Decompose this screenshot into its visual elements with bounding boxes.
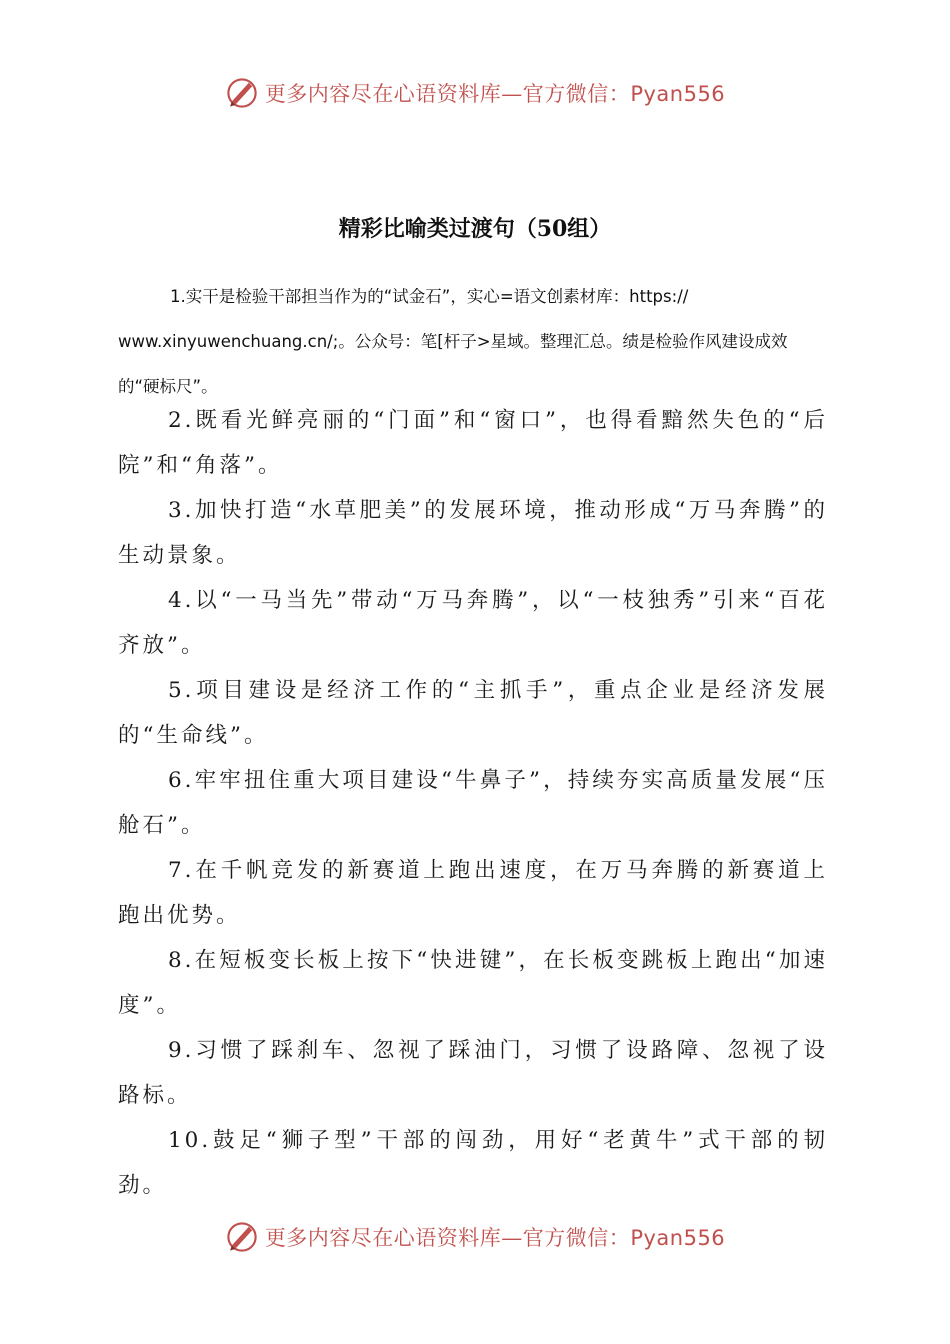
list-item: 5.项目建设是经济工作的“主抓手”，重点企业是经济发展的“生命线”。 — [118, 678, 828, 748]
list-item: 8.在短板变长板上按下“快进键”，在长板变跳板上跑出“加速度”。 — [118, 948, 828, 1018]
list-item-1: 1.实干是检验干部担当作为的“试金石”，实心=语文创素材库：https:// www.xinyuwenchuang.cn/;。公众号：笔[杆子>星域。整理汇总。绩是检验作风建设成效的“硬标尺”。 — [118, 287, 788, 396]
list-item: 6.牢牢扭住重大项目建设“牛鼻子”，持续夯实高质量发展“压舱石”。 — [118, 768, 828, 838]
header-banner — [0, 68, 950, 118]
list-item: 7.在千帆竞发的新赛道上跑出速度，在万马奔腾的新赛道上跑出优势。 — [118, 858, 828, 928]
pen-logo-icon — [225, 76, 259, 110]
list-item: 4.以“一马当先”带动“万马奔腾”，以“一枝独秀”引来“百花齐放”。 — [118, 588, 828, 658]
wechat-id: Pyan556 — [630, 82, 726, 106]
footer-banner-text: 更多内容尽在心语资料库—官方微信：Pyan556 — [264, 1226, 726, 1250]
wechat-id: Pyan556 — [630, 1226, 726, 1250]
list-item: 10.鼓足“狮子型”干部的闯劲，用好“老黄牛”式干部的韧劲。 — [118, 1128, 828, 1198]
footer-banner — [0, 1212, 950, 1262]
header-banner-text: 更多内容尽在心语资料库—官方微信：Pyan556 — [264, 82, 726, 106]
list-item: 3.加快打造“水草肥美”的发展环境，推动形成“万马奔腾”的生动景象。 — [118, 498, 828, 568]
pen-logo-icon — [225, 1220, 259, 1254]
list-item: 2.既看光鲜亮丽的“门面”和“窗口”，也得看黯然失色的“后院”和“角落”。 — [118, 408, 828, 478]
item-list — [118, 398, 828, 1208]
page-title: 精彩比喻类过渡句（50组） — [338, 216, 612, 242]
list-item: 9.习惯了踩刹车、忽视了踩油门，习惯了设路障、忽视了设路标。 — [118, 1038, 828, 1108]
